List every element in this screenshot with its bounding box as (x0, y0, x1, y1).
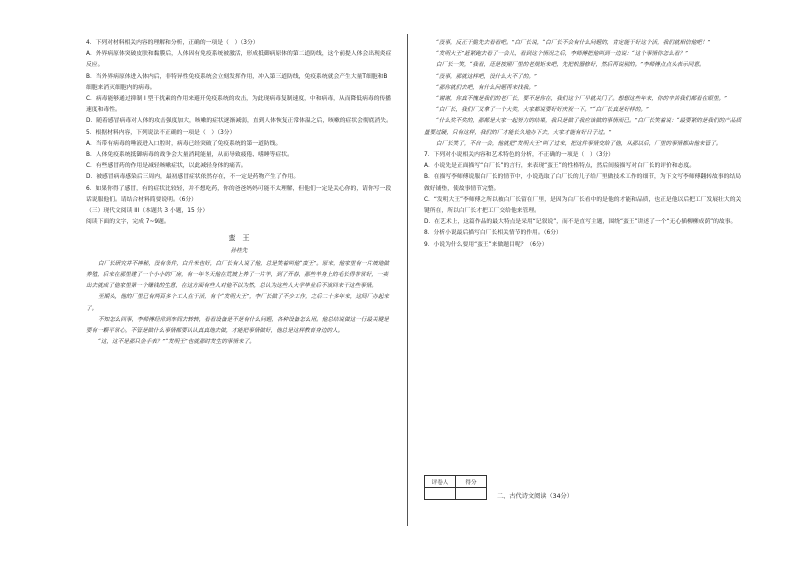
story-paragraph: 不知怎么回事，李师傅经常到车间去转转，看看设备是不是有什么问题，各种设备怎么用。他总结说做这一行最关键是要有一颗平常心，不管是做什么事情都要认认真真地去做，才能把事情做好，他总是这样教育身边的人。 (86, 316, 389, 335)
grader-cell[interactable] (425, 488, 456, 500)
story-paragraph: “什么奖不奖的，那都是大家一起努力的结果，我只是做了我应该做的事情而已。”白厂长笑着说：“最要紧的是我们的产品质量要过硬，只有这样，我们的厂才能长久地办下去，大家才能有好日子过。” (424, 118, 742, 136)
score-box (424, 475, 573, 500)
question-line: D．随着感冒病毒对人体的攻击强度加大，咳嗽的症状逐渐减弱，直到人体恢复正常体温之后，咳嗽的症状会彻底消失。 (86, 118, 392, 125)
story-paragraph: “这，这不是那只金手表？”“发明王”也就那时发生的事情来了。 (98, 339, 255, 346)
question-line: C．有些感冒药的作用是减轻咳嗽症状，以此减轻身体的痛苦。 (86, 163, 247, 170)
story-paragraph: 白厂长研究并不神秘，没有条件，白升米也好，白厂长有人说了他，总是笑着叫他“蛮王”。原来，他家里有一片坡地做养殖，后来在那里建了一个小小的厂房，有一年冬天他在荒坡上养了一片羊，到了开春，那些羊身上的毛长得非常好，一卖出去就成了他家里第一个赚钱的生意，在这方面有些人对他不以为然，总认为这些人大学毕业后不该回来干这些事情。 (86, 260, 390, 290)
question-line: D．在艺术上，这篇作品的最大特点是采用“记叙说”，而不是直写主题，围绕“蛮王”讲述了一个“无心插柳柳成荫”的故事。 (424, 219, 737, 226)
column-divider (407, 34, 408, 526)
question-line: 9．小说为什么要用“蛮王”来做题目呢？（6分） (424, 241, 548, 248)
story-paragraph: 白厂长笑了，不自一会，他就把“发明大王”叫了过来，把这件事情交给了他，从那以后，厂里的事情都由他来管了。 (436, 140, 722, 147)
story-paragraph: “那你就们去吧，有什么问题再来找我。” (436, 84, 537, 91)
question-line: A．当带有病毒的唾液进入口腔时，病毒已经突破了免疫系统的第一道防线。 (86, 140, 282, 147)
question-line: 5．根据材料内容，下列说法不正确的一项是（ ）（3分） (86, 129, 236, 136)
question-line: B．当外界病原体进入体内后，非特异性免疫系统会立刻发挥作用，冲入第三道防线，免疫系统就会产生大量T细胞和B细胞来消灭细胞内的病毒。 (86, 73, 388, 91)
story-paragraph: “谢谢，你真不愧是我们的老厂长，要不是你在，我们这个厂早就关门了。想想这些年来，你的辛苦我们都看在眼里。” (436, 96, 728, 103)
story-paragraph: “发明大王”赶紧跑去看了一会儿，看到这个情况之后，李师傅把他叫到一边说：“这个事情你怎么看？” (436, 51, 688, 58)
question-line: C．“发明大王”李师傅之所以被白厂长留在厂里，是因为白厂长看中的是他的才能和品质，也正是他以后把工厂发展壮大的关键所在，所以白厂长才把工厂交给他来管理。 (424, 196, 742, 215)
question-line: C．病毒能够通过抑制 I 型干扰素的作用来避开免疫系统的攻击，为此现病毒复制速度，中和病毒，从而降低病毒的传播速度和毒性。 (86, 96, 392, 114)
section-heading: 二、古代诗文阅读（34分） (497, 493, 573, 500)
question-line: B．人体免疫系统抵御病毒的战争会大量消耗能量，从而导致疲倦、嗜睡等症状。 (86, 152, 293, 159)
question-line: A．小说先是正面描写“白厂长”的言行，来表现“蛮王”的性格特点，然后间接描写对白厂长的评价和态度。 (424, 163, 696, 170)
story-paragraph: “白厂长，我们厂又拿了一个大奖，大家都说要好好庆祝一下。”“白厂长真是好样的。” (436, 107, 649, 114)
right-column (424, 38, 742, 251)
question-line: D．被感冒病毒感染后三周内，最初感冒症状依然存在，不一定是药物产生了作用。 (86, 174, 300, 181)
story-paragraph: “没事，反正干脆先去看看吧。”白厂长说，“白厂长不会有什么问题的，肯定能干好这个活，我们就相信他吧！” (436, 40, 711, 46)
story-paragraph: “没事，那就这样吧，没什么大不了的。” (436, 73, 537, 80)
score-cell[interactable] (456, 488, 487, 500)
story-title: 蛮 王 (228, 234, 250, 243)
score-table (424, 475, 487, 500)
story-paragraph: 至期头，他的厂里已有两百多个工人在干活，有个“发明大王”，李厂长做了不少工作，之后二十多年来，这间厂办起来了。 (86, 294, 390, 312)
story-paragraph: 白厂长一笑，“我看，还是按照厂里的老规矩来吧，先把机器修好，然后再说别的。”李师傅点点头表示同意。 (436, 62, 705, 69)
question-line: B．在描写李师傅说服白厂长的情节中，小说选取了白厂长的儿子给厂里做技术工作的细节，为下文写李师傅翻转故事的结局做好铺垫，使故事情节完整。 (424, 174, 742, 192)
question-line: 8．分析小说最后描写白厂长相关情节的作用。（6分） (424, 230, 562, 237)
score-label: 得分 (456, 476, 487, 488)
grader-label: 评卷人 (425, 476, 456, 488)
question-line: 6．如果你得了感冒，有的症状比较轻，并不想吃药，你的爸爸妈妈可能不太理解，但他们一定是关心你的，请你写一段话说服他们。请结合材料简要说明。（6分） (86, 185, 392, 203)
question-line: 阅读下面的文字，完成 7~9题。 (86, 219, 170, 226)
question-line: 4．下列对材料相关内容的理解和分析，正确的一项是（ ）（3分） (86, 40, 259, 46)
story-author: 孙桂先 (230, 247, 248, 254)
question-line: 7．下列对小说相关内容和艺术特色的分析，不正确的一项是（ ）（3分） (424, 152, 614, 159)
left-column (86, 38, 392, 348)
question-line: （三）现代文阅读 III（本题共 3 小题，15 分） (86, 208, 209, 215)
question-line: A．外界病原体突破皮肤和黏膜后，人体因有免疫系统被激活，形成抵御病原体的第二道防线，这个前提人体会出现炎症反应。 (86, 51, 392, 69)
